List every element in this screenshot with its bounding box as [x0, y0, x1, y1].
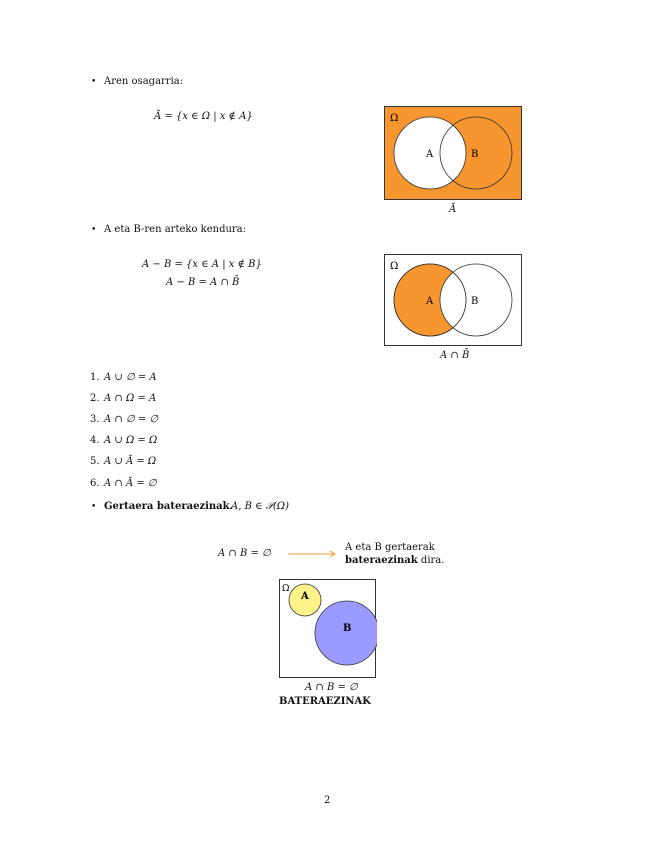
label-a: A [426, 149, 434, 160]
list-item-expr: A ∩ ∅ = ∅ [104, 414, 159, 425]
list-item-expr: A ∪ ∅ = A [104, 372, 157, 383]
list-item-number: 4. [90, 435, 100, 446]
label-b: B [471, 149, 479, 160]
caption-bateraezinak: BATERAEZINAK [279, 696, 371, 707]
label-b: B [343, 623, 352, 634]
omega-label: Ω [390, 113, 399, 124]
formula-difference-1: A − B = {x ∈ A | x ∉ B} [142, 259, 262, 270]
label-a: A [426, 296, 434, 307]
list-item-number: 2. [90, 393, 100, 404]
heading-difference: A eta B-ren arteko kendura: [104, 224, 247, 235]
heading-complement: Aren osagarria: [104, 76, 184, 87]
page-number: 2 [324, 795, 331, 806]
list-item-number: 6. [90, 478, 100, 489]
list-item-number: 5. [90, 456, 100, 467]
bullet-complement: • [91, 77, 97, 87]
heading-mutually-exclusive: Gertaera bateraezinak. [104, 501, 234, 512]
omega-label: Ω [390, 261, 399, 272]
list-item-expr: A ∩ Ω = A [104, 393, 157, 404]
result-bold: bateraezinak [345, 555, 418, 566]
result-line-2 [345, 555, 444, 566]
label-b: B [471, 296, 479, 307]
caption-complement: Ā [449, 204, 457, 215]
venn-disjoint-diagram [279, 579, 377, 679]
formula-empty-intersection: A ∩ B = ∅ [218, 548, 271, 559]
list-item-number: 1. [90, 372, 100, 383]
bullet-mutually-exclusive: • [91, 502, 97, 512]
formula-difference-2: A − B = A ∩ B̄ [166, 277, 240, 288]
venn-complement-diagram [384, 106, 522, 200]
arrow-right-icon [288, 550, 340, 558]
label-a: A [301, 591, 309, 602]
list-item-expr: A ∩ Ā = ∅ [104, 478, 157, 489]
venn-difference-diagram [384, 254, 522, 346]
result-rest: dira. [417, 555, 445, 566]
list-item-expr: A ∪ Ā = Ω [104, 456, 157, 467]
caption-disjoint: A ∩ B = ∅ [305, 682, 358, 693]
heading-math: A, B ∈ 𝒫(Ω) [231, 501, 289, 512]
omega-label: Ω [282, 584, 290, 594]
result-line-1: A eta B gertaerak [345, 542, 435, 553]
list-item-number: 3. [90, 414, 100, 425]
bullet-difference: • [91, 225, 97, 235]
list-item-expr: A ∪ Ω = Ω [104, 435, 158, 446]
caption-difference: A ∩ B̄ [440, 350, 470, 361]
formula-complement: Ā = {x ∈ Ω | x ∉ A} [154, 111, 253, 122]
